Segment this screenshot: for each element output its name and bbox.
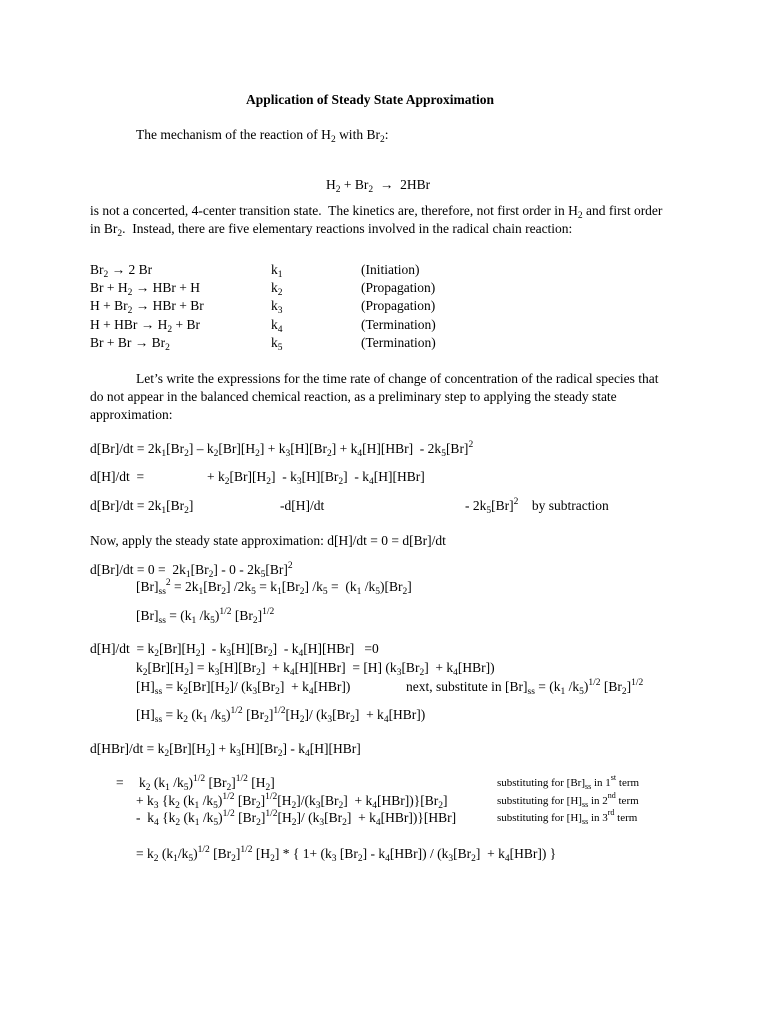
mechanism-reaction: H + HBr → $H_2 + Br$ [90, 317, 200, 335]
substitution-note: next, substitute in $[Br]_{ss} = (k_1$ $/k_5)^{1/2}$ $[Br_2]^{1/2}$ [406, 678, 644, 697]
equation-br-ss-squared: $[Br]_{ss}^2 = 2k_1[Br_2] /2k_5 = k_1[Br_2] /k_5 = (k_1$ $/k_5)[Br_2]$ [136, 578, 412, 597]
mechanism-reaction: $Br + H_2$ → HBr + H [90, 280, 200, 298]
mechanism-step-type: (Propagation) [361, 298, 436, 313]
equation-subtraction-middle: -d[H]/dt [280, 498, 325, 513]
equation-br-ss: $[Br]_{ss} = (k_1$ $/k_5)^{1/2}$ $[Br_2]^{1/2}$ [136, 607, 275, 626]
equation-dh-dt: + $k_2[Br][H_2] - k_3[H][Br_2] - k_4[H][HBr]$ [207, 469, 425, 487]
note-term-1: substituting for $[Br]_{ss}$ in 1st term [497, 773, 640, 791]
equation-term-2: + $k_3$ {$k_2$ ($k_1$ $/k_5)^{1/2}$ $[Br_2]^{1/2}[H_2]/(k_3[Br_2] + k_4[HBr])\}[Br_2]$ [136, 792, 448, 811]
equation-dbr-zero: $d[Br]/dt = 0 = 2k_1[Br_2] - 0 - 2k_5[Br]^2$ [90, 561, 293, 580]
equation-h-ss: $[H]_{ss} = k_2[Br][H_2]/$ $(k_3[Br_2] + k_4[HBr])$ [136, 679, 351, 697]
mechanism-step-type: (Initiation) [361, 262, 420, 277]
note-term-3: substituting for $[H]_{ss}$ in 3rd term [497, 808, 638, 826]
mechanism-rate-constant: $k_4$ [271, 317, 283, 335]
equation-term-1: $k_2$ ($k_1$ $/k_5)^{1/2}$ $[Br_2]^{1/2}$ $[H_2]$ [139, 774, 275, 793]
mechanism-step-type: (Termination) [361, 317, 436, 332]
mechanism-rate-constant: $k_2$ [271, 280, 283, 298]
mechanism-rate-constant: $k_5$ [271, 335, 283, 353]
equals-sign: = [116, 775, 124, 790]
equation-term-3: - $k_4$ {$k_2$ ($k_1$ $/k_5)^{1/2}$ $[Br_2]^{1/2}[H_2]/$ $(k_3[Br_2] + k_4[HBr])\}[HBr]$ [136, 809, 457, 828]
equation-dhbr-dt: $d[HBr]/dt = k_2[Br][H_2] + k_3[H][Br_2] - k_4[H][HBr]$ [90, 741, 361, 759]
equation-dh-dt-label: d[H]/dt = [90, 469, 145, 484]
overall-reaction: $H_2 + Br_2 \to 2HBr$ [326, 177, 431, 195]
paragraph-kinetics: is not a concerted, 4-center transition state. The kinetics are, therefore, not first order in $H_2$ and first order in $Br_2$. Instead, there are five elementary reactions involved in the radical chain reaction: [90, 203, 663, 240]
note-term-2: substituting for $[H]_{ss}$ in 2nd term [497, 791, 639, 809]
paragraph-radicals: Let’s write the expressions for the time rate of change of concentration of the radical species that do not appear in the balanced chemical reaction, as a preliminary step to applying the steady state approximation: [90, 371, 659, 423]
mechanism-reaction: $Br + Br \to Br_2$ [90, 335, 170, 353]
equation-dbr-dt: $d[Br]/dt = 2k_1[Br_2] - k_2[Br][H_2] + k_3[H][Br_2] + k_4[H][HBr] - 2k_5[Br]^2$ [90, 440, 474, 459]
equation-subtraction-left: $d[Br]/dt = 2k_1[Br_2]$ [90, 498, 194, 516]
mechanism-reaction: $H + Br_2$ → HBr + Br [90, 298, 204, 316]
equation-h-ss-substituted: $[H]_{ss} = k_2$ ($k_1$ $/k_5)^{1/2}$ $[Br_2]^{1/2}[H_2]/$ $(k_3[Br_2] + k_4[HBr])$ [136, 706, 426, 725]
page-title: Application of Steady State Approximation [246, 92, 495, 107]
mechanism-rate-constant: $k_3$ [271, 298, 283, 316]
equation-final: = $k_2$ $(k_1/k_5)^{1/2}$ $[Br_2]^{1/2}$ $[H_2]$ * { $1+ (k_3$ $[Br_2] - k_4[HBr]) / (k_3[Br_2] + k_4[HBr])$ } [136, 845, 557, 864]
mechanism-step-type: (Propagation) [361, 280, 436, 295]
equation-k2-balance: $k_2[Br][H_2] = k_3[H][Br_2] + k_4[H][HBr] = [H] (k_3[Br_2] + k_4[HBr])$ [136, 660, 495, 678]
mechanism-reaction: $Br_2 \to 2$ Br [90, 262, 153, 280]
intro-text: The mechanism of the reaction of $H_2$ with $Br_2$: [136, 127, 389, 145]
mechanism-rate-constant: $k_1$ [271, 262, 283, 280]
equation-subtraction-right: - $2k_5[Br]^2$ by subtraction [465, 497, 609, 516]
steady-state-statement: Now, apply the steady state approximation: d[H]/dt = 0 = d[Br]/dt [90, 533, 446, 548]
equation-dh-dt-zero: $d[H]/dt = k_2[Br][H_2] - k_3[H][Br_2] - k_4[H][HBr] =0$ [90, 641, 379, 659]
mechanism-step-type: (Termination) [361, 335, 436, 350]
